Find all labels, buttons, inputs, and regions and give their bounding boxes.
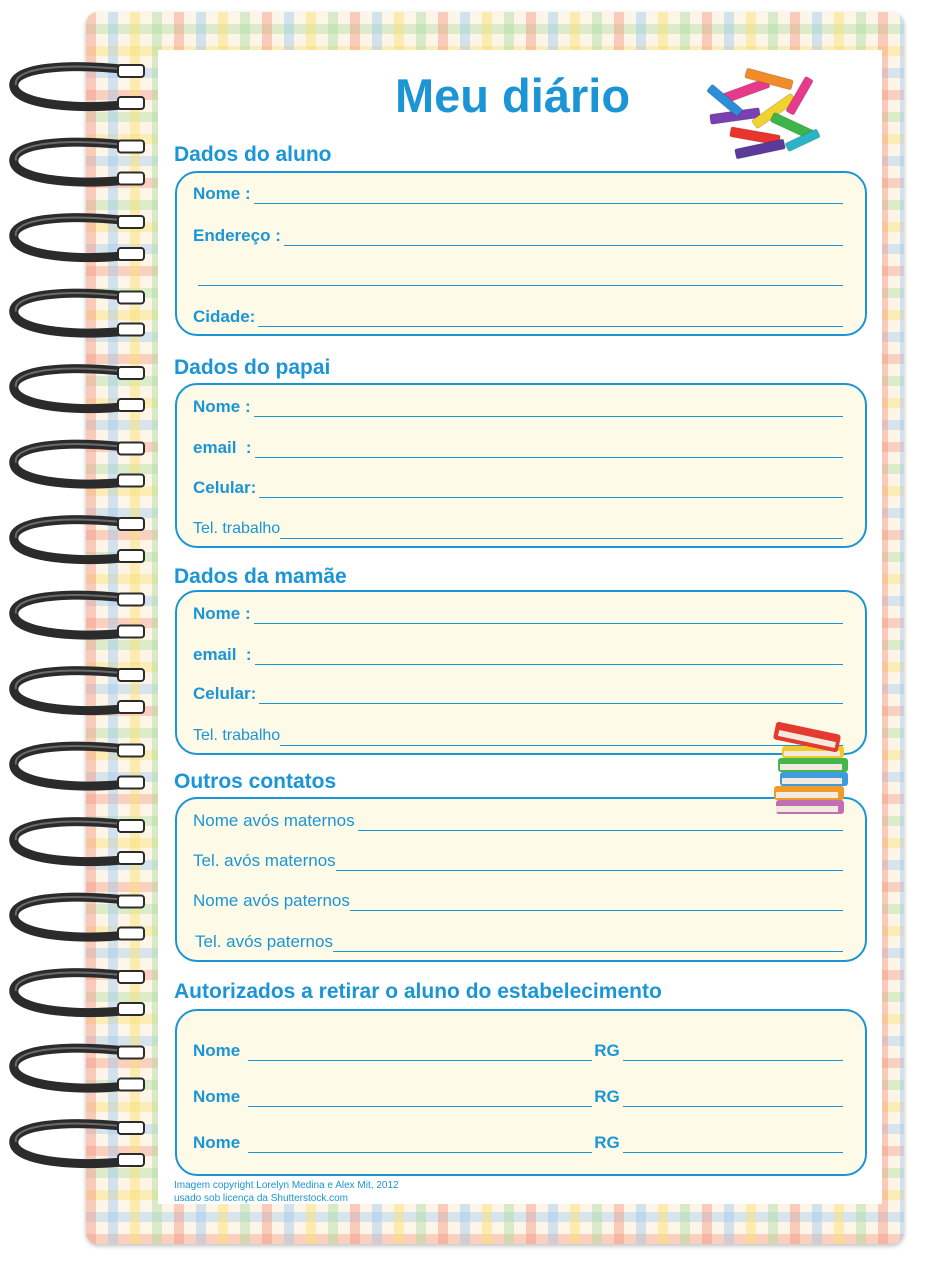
spiral-ring <box>14 971 144 1015</box>
write-line <box>350 910 843 911</box>
write-line <box>248 1106 592 1107</box>
field-label: email : <box>193 645 252 664</box>
books-stack-icon <box>770 716 852 820</box>
write-line <box>284 245 843 246</box>
credit-line-1: Imagem copyright Lorelyn Medina e Alex Mit, 2012 <box>174 1180 399 1191</box>
field-label: Endereço : <box>193 226 281 245</box>
papai-email-field[interactable] <box>193 436 843 458</box>
write-line <box>255 664 843 665</box>
field-label: Tel. trabalho <box>193 727 281 744</box>
aluno-endereco-field[interactable] <box>193 224 843 246</box>
rg-label: RG <box>594 1087 620 1106</box>
spiral-binding-icon <box>0 0 160 1280</box>
rg-label: RG <box>594 1041 620 1060</box>
spiral-ring <box>14 367 144 411</box>
mamae-nome-field[interactable] <box>193 602 843 624</box>
spiral-ring <box>14 518 144 562</box>
spiral-ring <box>14 216 144 260</box>
spiral-ring <box>14 745 144 789</box>
write-line <box>259 703 843 704</box>
write-line <box>254 416 843 417</box>
spiral-ring <box>14 65 144 109</box>
field-label: Nome <box>193 1087 241 1106</box>
spiral-ring <box>14 1122 144 1166</box>
avos-maternos-nome-field[interactable] <box>193 809 843 831</box>
section-title-aluno: Dados do aluno <box>174 143 332 166</box>
page-title: Meu diário <box>395 69 631 122</box>
credit-line-2: usado sob licença da Shutterstock.com <box>174 1193 348 1204</box>
section-title-papai: Dados do papai <box>174 356 331 379</box>
image-credit <box>174 1179 399 1205</box>
field-label: Cidade: <box>193 307 256 326</box>
field-label: Nome : <box>193 397 251 416</box>
write-line <box>280 745 843 746</box>
papai-celular-field[interactable] <box>193 476 843 498</box>
spiral-ring <box>14 669 144 713</box>
avos-paternos-nome-field[interactable] <box>193 889 843 911</box>
field-label: Celular: <box>193 684 257 703</box>
field-label: Nome : <box>193 604 251 623</box>
section-title-outros: Outros contatos <box>174 770 337 793</box>
papai-tel-trabalho-field[interactable] <box>193 517 843 539</box>
write-line <box>358 830 843 831</box>
avos-paternos-tel-field[interactable] <box>195 930 843 952</box>
aluno-nome-field[interactable] <box>193 182 843 204</box>
field-label: email : <box>193 438 252 457</box>
mamae-tel-trabalho-field[interactable] <box>193 724 843 746</box>
write-line <box>254 203 843 204</box>
aluno-endereco-continuation-field[interactable] <box>193 264 843 286</box>
section-title-mamae: Dados da mamãe <box>174 565 347 588</box>
write-line <box>336 870 843 871</box>
spiral-ring <box>14 141 144 185</box>
rg-label: RG <box>594 1133 620 1152</box>
crayons-icon <box>690 66 830 166</box>
write-line <box>333 951 843 952</box>
field-label: Nome <box>193 1041 241 1060</box>
write-line <box>248 1060 592 1061</box>
field-label: Celular: <box>193 478 257 497</box>
write-line <box>248 1152 592 1153</box>
field-label: Nome avós maternos <box>193 811 355 830</box>
write-line <box>255 457 843 458</box>
mamae-email-field[interactable] <box>193 643 843 665</box>
write-line <box>259 497 843 498</box>
write-line <box>280 538 843 539</box>
field-label: Tel. trabalho <box>193 520 281 537</box>
autorizado-3-field[interactable] <box>193 1131 843 1153</box>
write-line <box>623 1106 843 1107</box>
section-title-autorizados: Autorizados a retirar o aluno do estabelecimento <box>174 980 662 1003</box>
spiral-ring <box>14 896 144 940</box>
write-line <box>198 285 843 286</box>
write-line <box>623 1152 843 1153</box>
spiral-ring <box>14 1047 144 1091</box>
autorizado-2-field[interactable] <box>193 1085 843 1107</box>
spiral-ring <box>14 820 144 864</box>
write-line <box>258 326 843 327</box>
field-label: Tel. avós paternos <box>195 932 333 951</box>
write-line <box>623 1060 843 1061</box>
spiral-ring <box>14 292 144 336</box>
spiral-ring <box>14 443 144 487</box>
field-label: Nome <box>193 1133 241 1152</box>
mamae-celular-field[interactable] <box>193 682 843 704</box>
field-label: Nome : <box>193 184 251 203</box>
write-line <box>254 623 843 624</box>
autorizado-1-field[interactable] <box>193 1039 843 1061</box>
field-label: Tel. avós maternos <box>193 851 336 870</box>
papai-nome-field[interactable] <box>193 395 843 417</box>
spiral-ring <box>14 594 144 638</box>
avos-maternos-tel-field[interactable] <box>193 849 843 871</box>
field-label: Nome avós paternos <box>193 891 350 910</box>
aluno-cidade-field[interactable] <box>193 305 843 327</box>
